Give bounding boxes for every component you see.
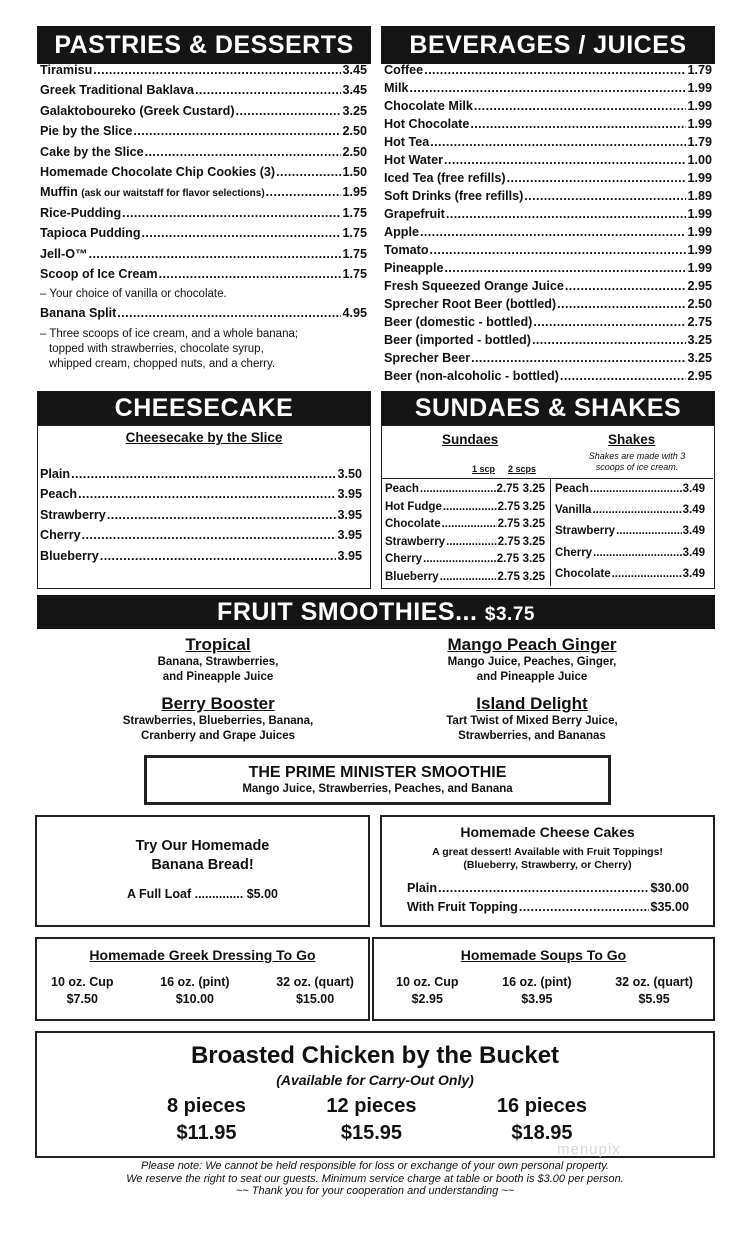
pastries-header: PASTRIES & DESSERTS	[37, 26, 371, 64]
banana-bread-line: Try Our Homemade	[135, 838, 270, 854]
cheese-cake-plain: Plain ..... $30.00	[407, 881, 689, 900]
menu-item: Tomato ..... 1.99	[384, 243, 712, 261]
banana-split-note: whipped cream, chopped nuts, and a cherry.	[49, 357, 276, 370]
menu-item: Pineapple ..... 1.99	[384, 261, 712, 279]
menu-item: Greek Traditional Baklava ..... 3.45	[40, 83, 367, 103]
menu-item: Strawberry ..... 3.95	[40, 508, 362, 528]
broasted-chicken-box	[35, 1031, 715, 1158]
menu-item: Chocolate Milk ..... 1.99	[384, 99, 712, 117]
footer-line: ~~ Thank you for your cooperation and understanding ~~	[235, 1185, 515, 1197]
menu-item: Beer (domestic - bottled) ..... 2.75	[384, 315, 712, 333]
soup-size: 32 oz. (quart) $5.95	[615, 975, 693, 1006]
sundae-item: Cherry ..... 2.75 3.25	[385, 553, 545, 571]
cheese-cakes-desc: A great dessert! Available with Fruit Toppings!	[432, 846, 663, 858]
smoothie-tropical: Tropical Banana, Strawberries, and Pineapple Juice	[157, 635, 279, 683]
menu-item: Cake by the Slice ..... 2.50	[40, 145, 367, 165]
cheesecake-header: CHEESECAKE	[37, 391, 371, 426]
menu-item: Grapefruit ..... 1.99	[384, 207, 712, 225]
menu-item: Soft Drinks (free refills) ..... 1.89	[384, 189, 712, 207]
ice-cream-note: – Your choice of vanilla or chocolate.	[40, 288, 227, 301]
prime-minister-title: THE PRIME MINISTER SMOOTHIE	[248, 764, 507, 781]
prime-minister-box	[144, 755, 611, 805]
dressing-size: 10 oz. Cup $7.50	[51, 975, 114, 1006]
menu-item: Peach ..... 3.95	[40, 487, 362, 507]
sundae-item: Chocolate ..... 2.75 3.25	[385, 518, 545, 536]
chicken-title: Broasted Chicken by the Bucket	[190, 1042, 560, 1069]
menu-item: Milk ..... 1.99	[384, 81, 712, 99]
sundaes-label: Sundaes	[442, 432, 499, 447]
menu-item: Banana Split ..... 4.95	[40, 306, 367, 326]
one-scoop-label: 1 scp	[472, 464, 496, 474]
sundae-item: Blueberry ..... 2.75 3.25	[385, 571, 545, 589]
menu-item: Hot Water ..... 1.00	[384, 153, 712, 171]
menu-item: Homemade Chocolate Chip Cookies (3) ..... 1.50	[40, 165, 367, 185]
greek-dressing-box	[35, 937, 370, 1021]
menu-item: Blueberry ..... 3.95	[40, 549, 362, 569]
sundaes-header: SUNDAES & SHAKES	[381, 391, 715, 426]
sundae-item: Peach ..... 2.75 3.25	[385, 483, 545, 501]
smoothies-price: $3.75	[484, 604, 535, 625]
footer-notes	[30, 1160, 720, 1198]
chicken-option: 12 pieces $15.95	[326, 1095, 417, 1144]
two-scoop-label: 2 scps	[508, 464, 537, 474]
beverages-header: BEVERAGES / JUICES	[381, 26, 715, 64]
banana-split-note: topped with strawberries, chocolate syrup,	[49, 342, 264, 355]
sundae-list	[385, 483, 545, 589]
footer-line: Please note: We cannot be held responsible for loss or exchange of your own personal property.	[141, 1160, 609, 1172]
banana-split-note: – Three scoops of ice cream, and a whole banana;	[40, 327, 299, 340]
sundae-item: Strawberry ..... 2.75 3.25	[385, 536, 545, 554]
soup-size: 10 oz. Cup $2.95	[396, 975, 459, 1006]
menu-item: Coffee ..... 1.79	[384, 63, 712, 81]
menu-item: Beer (imported - bottled) ..... 3.25	[384, 333, 712, 351]
menu-item: Tiramisu ..... 3.45	[40, 63, 367, 83]
smoothies-header: FRUIT SMOOTHIES... $3.75	[37, 595, 715, 629]
menu-item: Scoop of Ice Cream ..... 1.75	[40, 267, 367, 287]
banana-bread-box	[35, 815, 370, 927]
menu-item: Fresh Squeezed Orange Juice ..... 2.95	[384, 279, 712, 297]
menu-item: Sprecher Root Beer (bottled) ..... 2.50	[384, 297, 712, 315]
beverages-list	[384, 63, 712, 387]
smoothie-berry-booster: Berry Booster Strawberries, Blueberries, Banana, Cranberry and Grape Juices	[122, 694, 314, 742]
shake-item: Strawberry ..... 3.49	[555, 525, 705, 546]
cheese-cake-fruit: With Fruit Topping ..... $35.00	[407, 900, 689, 919]
footer-line: We reserve the right to seat our guests. Minimum service charge at table or booth is $3.00 per person.	[126, 1172, 624, 1185]
smoothie-island-delight: Island Delight Tart Twist of Mixed Berry Juice, Strawberries, and Bananas	[446, 694, 618, 742]
menu-item: Apple ..... 1.99	[384, 225, 712, 243]
menu-item: Jell-O™ ..... 1.75	[40, 247, 367, 267]
banana-bread-price: A Full Loaf .............. $5.00	[127, 887, 278, 901]
greek-dressing-title: Homemade Greek Dressing To Go	[89, 947, 316, 963]
chicken-option: 8 pieces $11.95	[167, 1095, 246, 1144]
menu-item: Hot Chocolate ..... 1.99	[384, 117, 712, 135]
menu-item: Plain ..... 3.50	[40, 467, 362, 487]
shake-item: Vanilla ..... 3.49	[555, 504, 705, 525]
prime-minister-desc: Mango Juice, Strawberries, Peaches, and Banana	[242, 783, 513, 795]
menu-item: Galaktoboureko (Greek Custard) ..... 3.25	[40, 104, 367, 124]
menu-item: Hot Tea ..... 1.79	[384, 135, 712, 153]
sundae-item: Hot Fudge ..... 2.75 3.25	[385, 501, 545, 519]
menu-item: Tapioca Pudding ..... 1.75	[40, 226, 367, 246]
cheesecake-subtitle: Cheesecake by the Slice	[125, 430, 283, 445]
cheese-cakes-title: Homemade Cheese Cakes	[460, 824, 635, 840]
sundaes-divider	[550, 478, 551, 586]
menu-item: Muffin (ask our waitstaff for flavor selections) ..... 1.95	[40, 185, 367, 205]
soups-title: Homemade Soups To Go	[460, 947, 627, 963]
menu-item: Sprecher Beer ..... 3.25	[384, 351, 712, 369]
menu-item: Pie by the Slice ..... 2.50	[40, 124, 367, 144]
smoothie-mango-peach-ginger: Mango Peach Ginger Mango Juice, Peaches, Ginger, and Pineapple Juice	[447, 635, 617, 683]
dressing-size: 16 oz. (pint) $10.00	[160, 975, 230, 1006]
dressing-size: 32 oz. (quart) $15.00	[276, 975, 354, 1006]
menu-item: Iced Tea (free refills) ..... 1.99	[384, 171, 712, 189]
shake-item: Peach ..... 3.49	[555, 483, 705, 504]
soup-size: 16 oz. (pint) $3.95	[502, 975, 572, 1006]
shake-item: Cherry ..... 3.49	[555, 547, 705, 568]
shakes-label: Shakes	[608, 432, 656, 447]
cheese-cakes-desc: (Blueberry, Strawberry, or Cherry)	[463, 859, 632, 871]
shake-list	[555, 483, 705, 589]
chicken-option: 16 pieces $18.95	[496, 1095, 587, 1144]
menu-item: Cherry ..... 3.95	[40, 528, 362, 548]
pastries-list	[40, 63, 367, 372]
menu-item: Rice-Pudding ..... 1.75	[40, 206, 367, 226]
menu-item: Beer (non-alcoholic - bottled) ..... 2.95	[384, 369, 712, 387]
sundaes-box	[381, 425, 715, 589]
chicken-subtitle: (Available for Carry-Out Only)	[276, 1072, 474, 1088]
cheesecake-box	[37, 425, 371, 589]
soups-box	[372, 937, 715, 1021]
banana-bread-line: Banana Bread!	[151, 857, 254, 873]
cheese-cakes-box	[380, 815, 715, 927]
watermark: menupix	[557, 1141, 621, 1158]
sundaes-table-line	[382, 478, 713, 479]
shakes-note: Shakes are made with 3 scoops of ice cream.	[588, 451, 686, 472]
shake-item: Chocolate ..... 3.49	[555, 568, 705, 589]
